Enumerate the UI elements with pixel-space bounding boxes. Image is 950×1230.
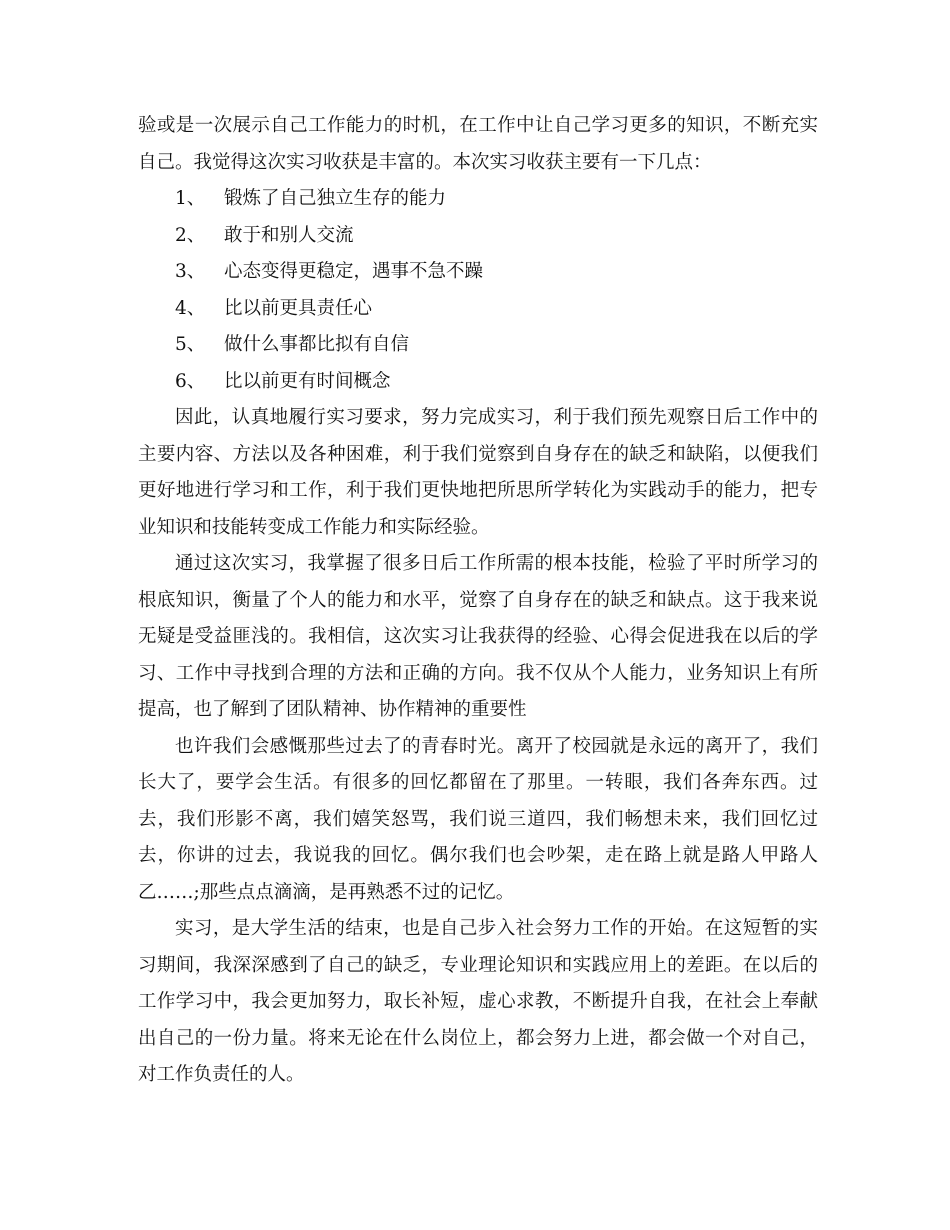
list-item xyxy=(138,291,818,328)
document-page xyxy=(138,108,818,1094)
list-item-number: 2、 xyxy=(175,224,206,246)
list-item-number: 5、 xyxy=(175,334,206,355)
body-paragraph-memories: 也许我们会感慨那些过去了的青春时光。离开了校园就是永远的离开了，我们长大了，要学会生活。有很多的回忆都留在了那里。一转眼，我们各奔东西。过去，我们形影不离，我们嬉笑怒骂，我们说三道四，我们畅想未来，我们回忆过去，你讲的过去，我说我的回忆。偶尔我们也会吵架，走在路上就是路人甲路人乙……;那些点点滴滴，是再熟悉不过的记忆。 xyxy=(138,735,818,903)
gains-list xyxy=(138,181,818,400)
list-item-text: 心态变得更稳定，遇事不急不躁 xyxy=(224,261,484,282)
list-item-number: 3、 xyxy=(175,261,206,282)
list-item xyxy=(138,181,818,218)
body-paragraph-skills: 通过这次实习，我掌握了很多日后工作所需的根本技能，检验了平时所学习的根底知识，衡量了个人的能力和水平，觉察了自身存在的缺乏和缺点。这于我来说无疑是受益匪浅的。我相信，这次实习让我获得的经验、心得会促进我在以后的学习、工作中寻找到合理的方法和正确的方向。我不仅从个人能力，业务知识上有所提高，也了解到了团队精神、协作精神的重要性 xyxy=(138,553,818,720)
list-item-text: 锻炼了自己独立生存的能力 xyxy=(224,188,447,209)
list-item xyxy=(138,218,818,255)
body-paragraph-future: 实习，是大学生活的结束，也是自己步入社会努力工作的开始。在这短暂的实习期间，我深深感到了自己的缺乏，专业理论知识和实践应用上的差距。在以后的工作学习中，我会更加努力，取长补短，虚心求教，不断提升自我，在社会上奉献出自己的一份力量。将来无论在什么岗位上，都会努力上进，都会做一个对自己，对工作负责任的人。 xyxy=(138,918,818,1085)
list-item-number: 4、 xyxy=(175,297,206,319)
list-item-number: 6、 xyxy=(175,370,206,392)
list-item xyxy=(138,254,818,291)
body-paragraph-conclusion: 因此，认真地履行实习要求，努力完成实习，利于我们预先观察日后工作中的主要内容、方法以及各种困难，利于我们觉察到自身存在的缺乏和缺陷，以便我们更好地进行学习和工作，利于我们更快地把所思所学转化为实践动手的能力，把专业知识和技能转变成工作能力和实际经验。 xyxy=(138,407,818,538)
list-item xyxy=(138,327,818,364)
list-item-text: 比以前更具责任心 xyxy=(224,297,373,319)
list-item-text: 比以前更有时间概念 xyxy=(224,370,391,392)
list-item-text: 敢于和别人交流 xyxy=(224,224,354,246)
list-item-text: 做什么事都比拟有自信 xyxy=(224,334,410,355)
list-item-number: 1、 xyxy=(175,188,206,209)
list-item xyxy=(138,364,818,401)
intro-paragraph: 验或是一次展示自己工作能力的时机，在工作中让自己学习更多的知识，不断充实自己。我觉得这次实习收获是丰富的。本次实习收获主要有一下几点： xyxy=(138,115,818,173)
